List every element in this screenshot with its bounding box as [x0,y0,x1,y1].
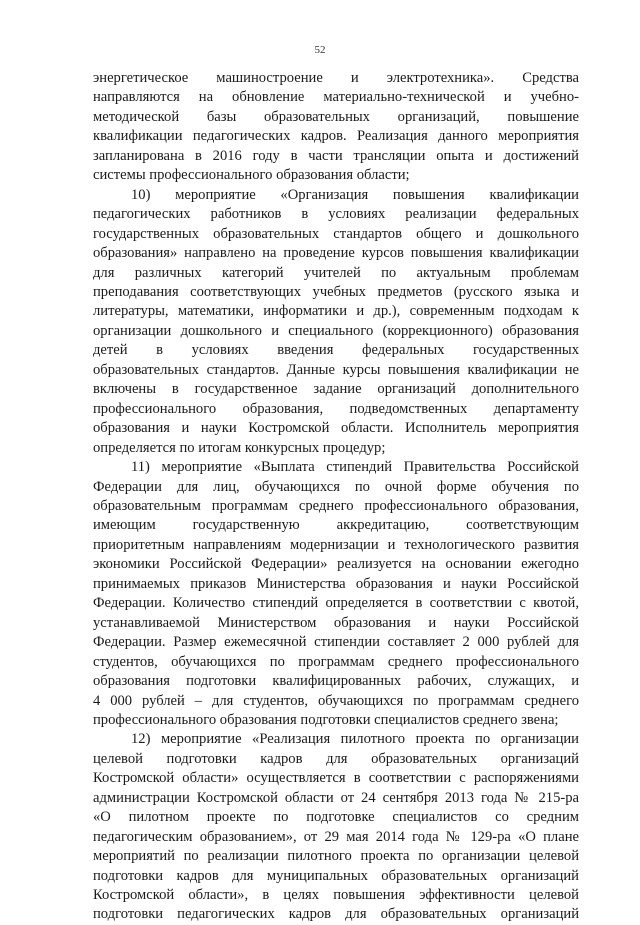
text-line: квалификации педагогических кадров. Реализация данного мероприятия [93,128,579,145]
text-line: устанавливаемой Министерством образования и науки Российской [93,614,579,631]
text-line: 12) мероприятие «Реализация пилотного проекта по организации [131,731,579,748]
text-line: энергетическое машиностроение и электротехника». Средства [93,70,579,86]
text-line: государственных образовательных стандартов общего и дошкольного [93,225,579,242]
text-line: Федерации. Размер ежемесячной стипендии составляет 2 000 рублей для [93,634,579,651]
text-line: экономики Российской Федерации» реализуется на основании ежегодно [93,556,579,573]
text-line: приоритетным направлениям модернизации и технологического развития [93,536,579,553]
text-line: профессионального образования подготовки специалистов среднего звена; [93,711,559,728]
paragraph [93,69,579,186]
text-line: администрации Костромской области от 24 сентября 2013 года № 215-ра [93,789,579,806]
text-line: включены в государственное задание организаций дополнительного [93,381,579,398]
text-line: Федерации для лиц, обучающихся по очной форме обучения по [93,478,579,495]
document-body [93,69,579,925]
text-line: определяется по итогам конкурсных процедур; [93,439,386,456]
text-line: педагогических работников в условиях реализации федеральных [93,206,579,223]
text-line: образования» направлено на проведение курсов повышения квалификации [93,245,579,262]
text-line: Костромской области», в целях повышения эффективности целевой [93,887,579,904]
text-line: профессионального образования, подведомственных департаменту [93,400,579,417]
text-line: преподавания соответствующих учебных предметов (русского языка и [93,283,579,300]
paragraph [93,186,579,458]
text-line: принимаемых приказов Министерства образования и науки Российской [93,575,579,592]
text-line: Федерации. Количество стипендий определяется в соответствии с квотой, [93,595,579,612]
text-line: целевой подготовки кадров для образовательных организаций [93,750,579,767]
page-number: 52 [314,44,326,56]
text-line: 10) мероприятие «Организация повышения квалификации [131,186,579,203]
text-line: подготовки педагогических кадров для образовательных организаций [93,906,579,923]
text-line: «О пилотном проекте по подготовке специалистов со средним [93,809,579,826]
text-line: образовательных стандартов. Данные курсы повышения квалификации не [93,361,579,378]
text-line: Костромской области» осуществляется в соответствии с распоряжениями [93,770,579,787]
text-line: образовательным программам среднего профессионального образования, [93,497,579,514]
text-line: 11) мероприятие «Выплата стипендий Правительства Российской [131,459,579,476]
text-line: направляются на обновление материально-технической и учебно- [93,89,579,106]
text-line: педагогическим образованием», от 29 мая 2014 года № 129-ра «О плане [93,828,579,845]
text-line: 4 000 рублей – для студентов, обучающихся по программам среднего [93,692,579,709]
text-line: студентов, обучающихся по программам среднего профессионального [93,653,579,670]
text-line: мероприятий по реализации пилотного проекта по организации целевой [93,848,579,865]
text-line: детей в условиях введения федеральных государственных [93,342,579,359]
text-line: образования и науки Костромской области. Исполнитель мероприятия [93,420,579,437]
text-line: методической базы образовательных организаций, повышение [93,108,579,125]
text-line: образования подготовки квалифицированных рабочих, служащих, и [93,673,579,690]
paragraph [93,458,579,730]
text-line: для различных категорий учителей по актуальным проблемам [93,264,579,281]
text-line: имеющим государственную аккредитацию, соответствующим [93,517,579,534]
text-line: литературы, математики, информатики и др.), современным подходам к [93,303,579,320]
paragraph [93,730,579,925]
text-line: подготовки кадров для муниципальных образовательных организаций [93,867,579,884]
text-line: системы профессионального образования области; [93,167,410,184]
text-line: запланирована в 2016 году в части трансляции опыта и достижений [93,147,579,164]
text-line: организации дошкольного и специального (коррекционного) образования [93,322,579,339]
